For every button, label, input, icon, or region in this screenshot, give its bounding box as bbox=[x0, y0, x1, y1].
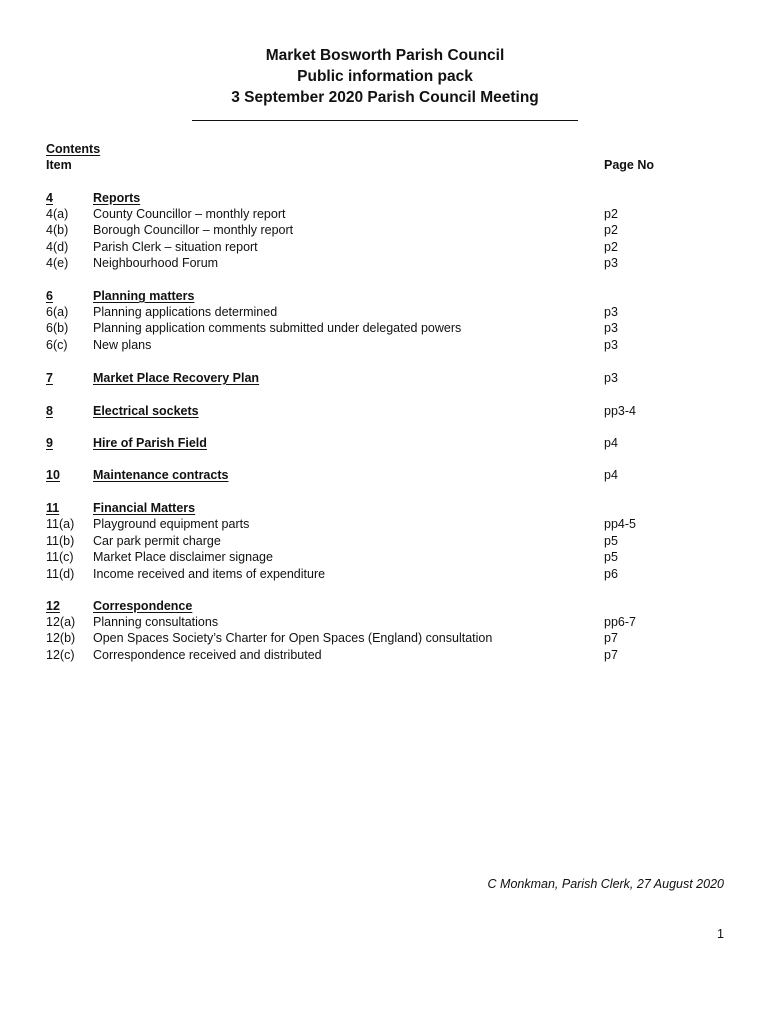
item-number: 4(b) bbox=[46, 223, 69, 237]
section-number: 11 bbox=[46, 501, 60, 515]
item-number: 11(b) bbox=[46, 534, 75, 548]
item-page: p5 bbox=[604, 550, 618, 564]
item-page: p2 bbox=[604, 240, 618, 254]
item-text: Borough Councillor – monthly report bbox=[93, 223, 294, 237]
section-title: Correspondence bbox=[93, 599, 193, 613]
list-item bbox=[0, 630, 770, 647]
list-item bbox=[0, 337, 770, 354]
title-divider bbox=[192, 120, 578, 121]
section-title: Hire of Parish Field bbox=[93, 436, 207, 450]
title-pack: Public information pack bbox=[297, 68, 473, 85]
item-number: 12(a) bbox=[46, 615, 76, 629]
section-heading bbox=[0, 403, 770, 420]
section-number: 6 bbox=[46, 289, 53, 303]
contents-heading: Contents bbox=[46, 142, 101, 156]
item-number: 6(b) bbox=[46, 321, 69, 335]
item-number: 4(d) bbox=[46, 240, 69, 254]
list-item bbox=[0, 320, 770, 337]
section-page: p4 bbox=[604, 436, 618, 450]
list-item bbox=[0, 304, 770, 321]
section-page: p3 bbox=[604, 371, 618, 385]
list-item bbox=[0, 614, 770, 631]
section-heading bbox=[0, 467, 770, 484]
section-number: 8 bbox=[46, 404, 53, 418]
list-item bbox=[0, 206, 770, 223]
list-item bbox=[0, 647, 770, 664]
section-number: 12 bbox=[46, 599, 60, 613]
item-number: 12(c) bbox=[46, 648, 75, 662]
section-title: Financial Matters bbox=[93, 501, 196, 515]
item-text: Parish Clerk – situation report bbox=[93, 240, 258, 254]
section-number: 9 bbox=[46, 436, 53, 450]
title-meeting: 3 September 2020 Parish Council Meeting bbox=[231, 89, 539, 106]
item-page: p3 bbox=[604, 305, 618, 319]
item-number: 6(a) bbox=[46, 305, 69, 319]
item-text: Correspondence received and distributed bbox=[93, 648, 322, 662]
section-title: Electrical sockets bbox=[93, 404, 199, 418]
item-text: Neighbourhood Forum bbox=[93, 256, 219, 270]
item-column-header: Item bbox=[46, 158, 72, 172]
section-number: 4 bbox=[46, 191, 53, 205]
item-number: 11(a) bbox=[46, 517, 75, 531]
item-page: p7 bbox=[604, 631, 618, 645]
item-page: p2 bbox=[604, 207, 618, 221]
section-title: Market Place Recovery Plan bbox=[93, 371, 260, 385]
item-page: p6 bbox=[604, 567, 618, 581]
item-text: Planning consultations bbox=[93, 615, 219, 629]
list-item bbox=[0, 255, 770, 272]
clerk-signoff: C Monkman, Parish Clerk, 27 August 2020 bbox=[487, 877, 724, 891]
title-council: Market Bosworth Parish Council bbox=[265, 47, 505, 64]
list-item bbox=[0, 533, 770, 550]
section-title: Maintenance contracts bbox=[93, 468, 229, 482]
item-page: p3 bbox=[604, 256, 618, 270]
section-number: 7 bbox=[46, 371, 53, 385]
item-page: p2 bbox=[604, 223, 618, 237]
list-item bbox=[0, 222, 770, 239]
item-page: p3 bbox=[604, 338, 618, 352]
section-heading bbox=[0, 435, 770, 452]
item-page: p5 bbox=[604, 534, 618, 548]
item-number: 6(c) bbox=[46, 338, 68, 352]
contents-heading-row bbox=[0, 141, 770, 158]
item-page: pp6-7 bbox=[604, 615, 636, 629]
item-text: County Councillor – monthly report bbox=[93, 207, 286, 221]
item-text: Playground equipment parts bbox=[93, 517, 250, 531]
section-heading bbox=[0, 598, 770, 615]
section-heading bbox=[0, 370, 770, 387]
section-title: Planning matters bbox=[93, 289, 195, 303]
list-item bbox=[0, 549, 770, 566]
item-text: Planning application comments submitted under delegated powers bbox=[93, 321, 462, 335]
page-number: 1 bbox=[717, 927, 724, 941]
item-text: Planning applications determined bbox=[93, 305, 278, 319]
item-number: 4(e) bbox=[46, 256, 69, 270]
list-item bbox=[0, 516, 770, 533]
section-heading bbox=[0, 500, 770, 517]
item-text: New plans bbox=[93, 338, 152, 352]
item-text: Car park permit charge bbox=[93, 534, 221, 548]
list-item bbox=[0, 566, 770, 583]
column-headers bbox=[0, 157, 770, 174]
item-text: Open Spaces Society’s Charter for Open Spaces (England) consultation bbox=[93, 631, 493, 645]
item-text: Market Place disclaimer signage bbox=[93, 550, 273, 564]
item-number: 4(a) bbox=[46, 207, 69, 221]
item-number: 12(b) bbox=[46, 631, 76, 645]
page-column-header: Page No bbox=[604, 158, 655, 172]
section-heading bbox=[0, 288, 770, 305]
item-text: Income received and items of expenditure bbox=[93, 567, 326, 581]
item-number: 11(c) bbox=[46, 550, 74, 564]
item-page: pp4-5 bbox=[604, 517, 636, 531]
section-title: Reports bbox=[93, 191, 141, 205]
item-page: p3 bbox=[604, 321, 618, 335]
section-page: pp3-4 bbox=[604, 404, 636, 418]
list-item bbox=[0, 239, 770, 256]
section-page: p4 bbox=[604, 468, 618, 482]
item-page: p7 bbox=[604, 648, 618, 662]
item-number: 11(d) bbox=[46, 567, 75, 581]
section-number: 10 bbox=[46, 468, 60, 482]
section-heading bbox=[0, 190, 770, 207]
